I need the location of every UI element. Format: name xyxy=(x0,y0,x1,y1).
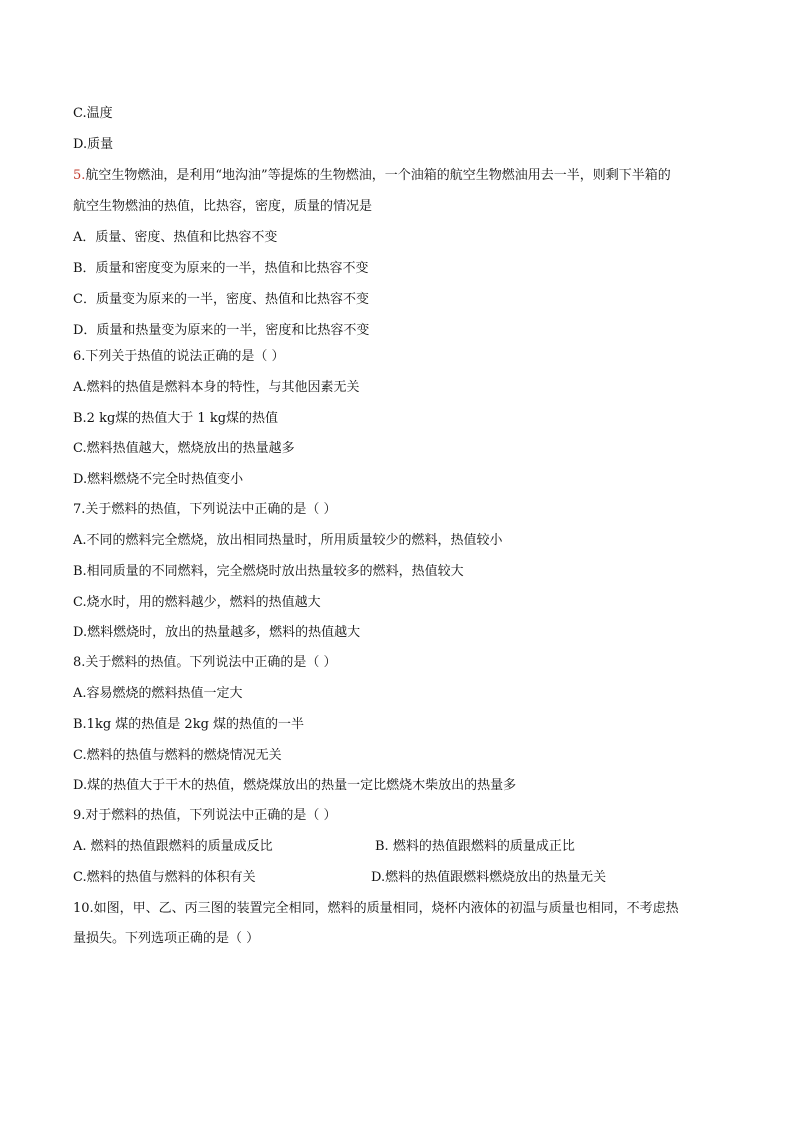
q6-stem: 6.下列关于热值的说法正确的是（ ） xyxy=(73,349,285,364)
q9-option-b: B. 燃料的热值跟燃料的质量成正比 xyxy=(375,839,575,854)
q7-option-a: A.不同的燃料完全燃烧，放出相同热量时，所用质量较少的燃料，热值较小 xyxy=(73,533,503,548)
q6-option-d: D.燃料燃烧不完全时热值变小 xyxy=(73,472,244,487)
q7-stem: 7.关于燃料的热值，下列说法中正确的是（ ） xyxy=(73,502,337,517)
q7-option-c: C.烧水时，用的燃料越少，燃料的热值越大 xyxy=(73,595,321,610)
q6-option-a: A.燃料的热值是燃料本身的特性，与其他因素无关 xyxy=(73,380,360,395)
prev-option-c: C.温度 xyxy=(73,106,113,121)
q9-option-d: D.燃料的热值跟燃料燃烧放出的热量无关 xyxy=(371,870,607,885)
q9-option-c: C.燃料的热值与燃料的体积有关 xyxy=(73,870,256,885)
q9-option-a: A. 燃料的热值跟燃料的质量成反比 xyxy=(73,839,273,854)
q5-stem-line1 xyxy=(73,168,671,184)
q5-option-b: B．质量和密度变为原来的一半，热值和比热容不变 xyxy=(73,261,369,276)
q8-option-c: C.燃料的热值与燃料的燃烧情况无关 xyxy=(73,748,282,763)
q10-stem-line1: 10.如图，甲、乙、丙三图的装置完全相同，燃料的质量相同，烧杯内液体的初温与质量也相同，不考虑热 xyxy=(73,901,679,916)
q5-option-a: A．质量、密度、热值和比热容不变 xyxy=(73,230,278,245)
q7-option-b: B.相同质量的不同燃料，完全燃烧时放出热量较多的燃料，热值较大 xyxy=(73,564,464,579)
q8-option-a: A.容易燃烧的燃料热值一定大 xyxy=(73,686,243,701)
q5-option-c: C．质量变为原来的一半，密度、热值和比热容不变 xyxy=(73,292,369,307)
q5-number: 5. xyxy=(73,168,86,183)
prev-option-d: D.质量 xyxy=(73,137,114,152)
q7-option-d: D.燃料燃烧时，放出的热量越多，燃料的热值越大 xyxy=(73,625,361,640)
q10-stem-line2: 量损失。下列选项正确的是（ ） xyxy=(73,931,260,946)
q5-option-d: D．质量和热量变为原来的一半，密度和比热容不变 xyxy=(73,323,370,338)
q5-stem-text: 航空生物燃油，是利用“地沟油”等提炼的生物燃油，一个油箱的航空生物燃油用去一半，则剩下半箱的 xyxy=(85,168,671,183)
q6-option-c: C.燃料热值越大，燃烧放出的热量越多 xyxy=(73,441,295,456)
q6-option-b: B.2 kg煤的热值大于 1 kg煤的热值 xyxy=(73,411,279,426)
q9-stem: 9.对于燃料的热值，下列说法中正确的是（ ） xyxy=(73,808,337,823)
q8-stem: 8.关于燃料的热值。下列说法中正确的是（ ） xyxy=(73,655,337,670)
q8-option-d: D.煤的热值大于干木的热值，燃烧煤放出的热量一定比燃烧木柴放出的热量多 xyxy=(73,778,517,793)
q8-option-b: B.1kg 煤的热值是 2kg 煤的热值的一半 xyxy=(73,717,305,732)
q5-stem-line2: 航空生物燃油的热值，比热容，密度，质量的情况是 xyxy=(73,199,373,214)
